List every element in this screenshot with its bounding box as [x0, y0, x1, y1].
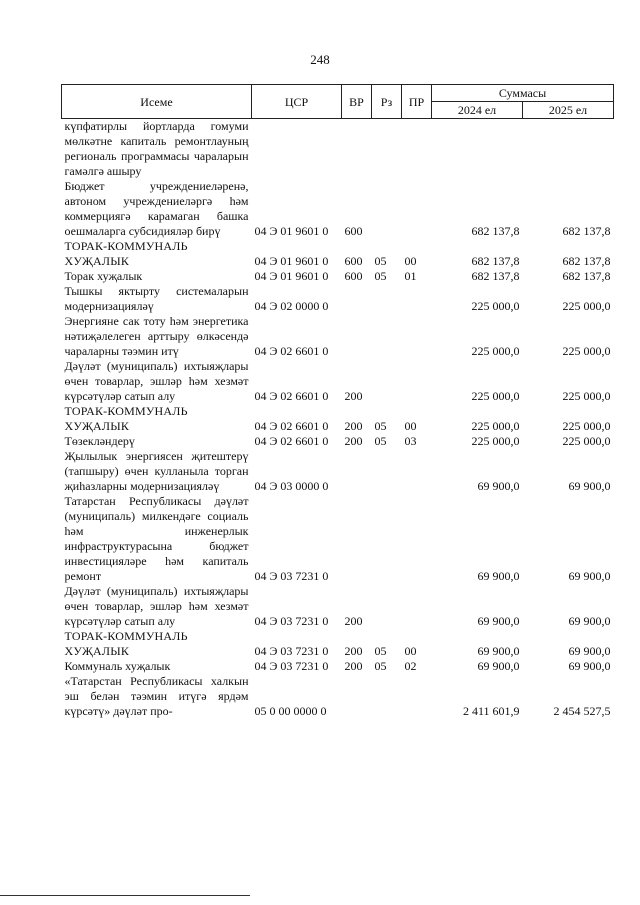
cell-rz — [372, 449, 402, 494]
cell-rz — [372, 179, 402, 239]
cell-rz — [372, 314, 402, 359]
cell-vr: 200 — [344, 419, 363, 433]
cell-rz — [372, 494, 402, 584]
cell-rz: 05 — [374, 419, 387, 433]
cell-rz — [372, 359, 402, 404]
table-row — [62, 284, 614, 314]
cell-name: Энергияне сак тоту һәм энергетика нәтиҗәлелеген арттыру өлкәсендә чараларны тәэмин итү — [64, 314, 249, 358]
page-number: 248 — [310, 52, 330, 67]
cell-y2025: 225 000,0 — [562, 299, 611, 313]
cell-name: Җылылык энергиясен җитештерү (тапшыру) өчен кулланыла торган җиһазларны модернизацияләү — [64, 449, 249, 493]
cell-pr: 03 — [404, 434, 417, 448]
cell-pr — [402, 359, 432, 404]
cell-vr: 200 — [344, 659, 363, 673]
cell-csr: 04 Э 01 9601 0 — [254, 269, 329, 283]
cell-y2025: 69 900,0 — [568, 614, 611, 628]
cell-y2024: 225 000,0 — [471, 299, 520, 313]
cell-csr — [252, 119, 342, 180]
cell-y2024: 682 137,8 — [471, 224, 520, 238]
cell-y2025: 69 900,0 — [568, 569, 611, 583]
cell-y2024: 69 900,0 — [477, 659, 520, 673]
cell-csr: 04 Э 03 0000 0 — [254, 479, 329, 493]
cell-y2024: 225 000,0 — [471, 389, 520, 403]
header-vr: ВР — [342, 85, 372, 119]
header-sums: Суммасы — [432, 85, 614, 102]
table-row — [62, 239, 614, 269]
cell-y2024: 69 900,0 — [477, 569, 520, 583]
cell-name: ТОРАК-КОММУНАЛЬ ХУҖАЛЫК — [64, 239, 188, 268]
cell-csr: 04 Э 02 6601 0 — [254, 344, 329, 358]
cell-csr: 04 Э 01 9601 0 — [254, 254, 329, 268]
cell-name: күпфатирлы йортларда гомуми мөлкәтне капиталь ремонтлауның региональ программасы чараларын гамәлгә ашыру — [64, 119, 249, 178]
cell-rz: 05 — [374, 644, 387, 658]
header-pr: ПР — [402, 85, 432, 119]
cell-name: Төзекләндерү — [64, 434, 135, 448]
cell-csr: 04 Э 02 6601 0 — [254, 389, 329, 403]
cell-csr: 04 Э 02 6601 0 — [254, 419, 329, 433]
cell-pr: 02 — [404, 659, 417, 673]
cell-y2025: 69 900,0 — [568, 644, 611, 658]
table-row — [62, 494, 614, 584]
cell-csr: 04 Э 02 6601 0 — [254, 434, 329, 448]
cell-vr: 200 — [344, 614, 363, 628]
cell-name: ТОРАК-КОММУНАЛЬ ХУҖАЛЫК — [64, 404, 188, 433]
cell-y2024: 69 900,0 — [477, 479, 520, 493]
cell-y2024: 69 900,0 — [477, 614, 520, 628]
table-row — [62, 449, 614, 494]
cell-rz — [372, 119, 402, 180]
cell-csr: 05 0 00 0000 0 — [254, 704, 327, 718]
cell-vr: 200 — [344, 644, 363, 658]
cell-pr: 00 — [404, 419, 417, 433]
header-year-2025: 2025 ел — [523, 102, 614, 119]
cell-y2025: 225 000,0 — [562, 344, 611, 358]
cell-pr: 00 — [404, 254, 417, 268]
cell-y2025: 69 900,0 — [568, 659, 611, 673]
table-row — [62, 674, 614, 719]
cell-csr: 04 Э 03 7231 0 — [254, 614, 329, 628]
cell-vr — [342, 494, 372, 584]
cell-vr: 200 — [344, 434, 363, 448]
cell-pr — [402, 314, 432, 359]
cell-pr — [402, 179, 432, 239]
cell-y2024: 225 000,0 — [471, 419, 520, 433]
cell-csr: 04 Э 03 7231 0 — [254, 569, 329, 583]
table-row — [62, 659, 614, 674]
cell-y2025: 225 000,0 — [562, 389, 611, 403]
cell-vr: 600 — [344, 254, 363, 268]
cell-csr: 04 Э 02 0000 0 — [254, 299, 329, 313]
cell-pr — [402, 449, 432, 494]
table-header — [62, 85, 614, 119]
cell-y2025: 225 000,0 — [562, 419, 611, 433]
cell-vr — [342, 119, 372, 180]
table-row — [62, 314, 614, 359]
header-csr: ЦСР — [252, 85, 342, 119]
cell-rz — [372, 284, 402, 314]
cell-rz: 05 — [374, 434, 387, 448]
cell-y2025: 682 137,8 — [562, 269, 611, 283]
cell-y2024: 69 900,0 — [477, 644, 520, 658]
cell-y2024: 225 000,0 — [471, 344, 520, 358]
cell-pr — [402, 674, 432, 719]
cell-name: Бюджет учреждениеләренә, автоном учреждениеләргә һәм коммерциягә карамаган башка оешмаларга субсидияләр бирү — [64, 179, 249, 238]
cell-rz — [372, 584, 402, 629]
cell-pr — [402, 584, 432, 629]
table-row — [62, 584, 614, 629]
cell-pr: 01 — [404, 269, 417, 283]
cell-csr: 04 Э 03 7231 0 — [254, 659, 329, 673]
cell-rz — [372, 674, 402, 719]
bottom-rule — [0, 895, 250, 896]
cell-rz: 05 — [374, 659, 387, 673]
cell-name: Татарстан Республикасы дәүләт (муниципаль) милкендәге социаль һәм инженерлык инфраструктурасына бюджет инвестицияләре һәм капиталь ремонт — [64, 494, 249, 583]
cell-y2024: 2 411 601,9 — [462, 704, 520, 718]
cell-vr — [342, 284, 372, 314]
cell-y2025: 2 454 527,5 — [553, 704, 611, 718]
header-rz: Рз — [372, 85, 402, 119]
cell-vr — [342, 449, 372, 494]
cell-y2025: 69 900,0 — [568, 479, 611, 493]
cell-name: «Татарстан Республикасы халкын эш белән тәэмин итүгә ярдәм күрсәтү» дәүләт про- — [64, 674, 249, 718]
cell-vr: 600 — [344, 224, 363, 238]
cell-name: Дәүләт (муниципаль) ихтыяҗлары өчен товарлар, эшләр һәм хезмәт күрсәтүләр сатып алу — [64, 359, 249, 403]
cell-vr: 200 — [344, 389, 363, 403]
table-row — [62, 404, 614, 434]
cell-rz: 05 — [374, 269, 387, 283]
table-row — [62, 359, 614, 404]
header-name: Исеме — [62, 85, 252, 119]
cell-y2025: 682 137,8 — [562, 254, 611, 268]
table-row — [62, 434, 614, 449]
cell-y2024: 682 137,8 — [471, 269, 520, 283]
cell-csr: 04 Э 03 7231 0 — [254, 644, 329, 658]
table-body — [62, 119, 614, 720]
cell-y2024: 225 000,0 — [471, 434, 520, 448]
header-year-2024: 2024 ел — [432, 102, 523, 119]
cell-pr: 00 — [404, 644, 417, 658]
table-row — [62, 119, 614, 180]
cell-y2024: 682 137,8 — [471, 254, 520, 268]
cell-y2025: 682 137,8 — [562, 224, 611, 238]
table-row — [62, 629, 614, 659]
cell-vr: 600 — [344, 269, 363, 283]
table-row — [62, 269, 614, 284]
cell-name: Тышкы яктырту системаларын модернизацияләү — [64, 284, 249, 313]
cell-vr — [342, 314, 372, 359]
cell-vr — [342, 674, 372, 719]
cell-csr: 04 Э 01 9601 0 — [254, 224, 329, 238]
cell-rz: 05 — [374, 254, 387, 268]
cell-y2025: 225 000,0 — [562, 434, 611, 448]
cell-name: Дәүләт (муниципаль) ихтыяҗлары өчен товарлар, эшләр һәм хезмәт күрсәтүләр сатып алу — [64, 584, 249, 628]
cell-y2024 — [432, 119, 523, 180]
cell-name: Коммуналь хуҗалык — [64, 659, 171, 673]
cell-pr — [402, 119, 432, 180]
cell-y2025 — [523, 119, 614, 180]
cell-name: ТОРАК-КОММУНАЛЬ ХУҖАЛЫК — [64, 629, 188, 658]
cell-pr — [402, 284, 432, 314]
table-row — [62, 179, 614, 239]
budget-table — [61, 84, 614, 719]
cell-name: Торак хуҗалык — [64, 269, 143, 283]
cell-pr — [402, 494, 432, 584]
